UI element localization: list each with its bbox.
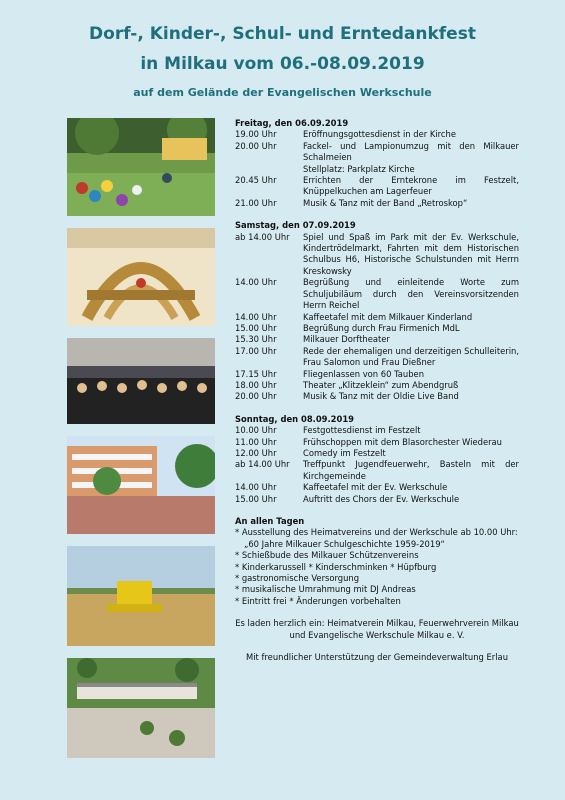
all-days-item: * gastronomische Versorgung <box>235 573 360 584</box>
event-text: Stellplatz: Parkplatz Kirche <box>303 163 415 174</box>
event-text: Eröffnungsgottesdienst in der Kirche <box>303 129 456 140</box>
event-time: 20.00 Uhr <box>235 140 277 151</box>
event-row <box>235 323 519 334</box>
schedule <box>235 118 519 663</box>
day-heading: Freitag, den 06.09.2019 <box>235 118 349 128</box>
subtitle: auf dem Gelände der Evangelischen Werkschule <box>133 86 432 99</box>
event-time: 14.00 Uhr <box>235 482 277 493</box>
event-time: 10.00 Uhr <box>235 425 277 436</box>
event-time: 11.00 Uhr <box>235 436 277 447</box>
event-row <box>235 232 519 278</box>
event-row <box>235 198 519 209</box>
event-row <box>235 277 519 311</box>
event-time: ab 14.00 Uhr <box>235 459 290 470</box>
all-days-item: * Kinderkarussell * Kinderschminken * Hüpfburg <box>235 561 437 572</box>
event-time: 19.00 Uhr <box>235 129 277 140</box>
day-heading: Samstag, den 07.09.2019 <box>235 220 356 231</box>
event-text: Frühschoppen mit dem Blasorchester Wiederau <box>303 436 502 447</box>
event-time: 17.00 Uhr <box>235 345 277 356</box>
all-days-item: * Schießbude des Milkauer Schützenvereins <box>235 550 419 561</box>
event-time: 12.00 Uhr <box>235 447 277 458</box>
event-time: 21.00 Uhr <box>235 197 277 208</box>
event-text: Milkauer Dorftheater <box>303 334 390 345</box>
title-line-2: in Milkau vom 06.-08.09.2019 <box>140 54 425 74</box>
all-days-item: * Ausstellung des Heimatvereins und der Werkschule ab 10.00 Uhr: „60 Jahre Milkauer Schulgeschichte 1959-2019“ <box>235 527 518 549</box>
day-saturday <box>235 220 519 403</box>
event-text: Musik & Tanz mit der Oldie Live Band <box>303 391 459 402</box>
event-text: Begrüßung durch Frau Firmenich MdL <box>303 322 460 333</box>
event-time: 20.45 Uhr <box>235 175 277 186</box>
event-row <box>235 164 519 175</box>
event-time: 15.00 Uhr <box>235 493 277 504</box>
event-row <box>235 494 519 505</box>
event-time: 15.00 Uhr <box>235 322 277 333</box>
title-line-1: Dorf-, Kinder-, Schul- und Erntedankfest <box>89 24 476 44</box>
event-text: Fackel- und Lampionumzug mit den Milkauer Schalmeien <box>303 140 519 163</box>
event-text: Rede der ehemaligen und derzeitigen Schulleiterin, Frau Salomon und Frau Dießner <box>303 345 519 368</box>
event-row <box>235 425 519 436</box>
all-days-item: * musikalische Umrahmung mit DJ Andreas <box>235 584 416 595</box>
all-days-heading: An allen Tagen <box>235 516 305 526</box>
event-time: ab 14.00 Uhr <box>235 231 290 242</box>
all-days-item: * Eintritt frei * Änderungen vorbehalten <box>235 595 401 606</box>
event-row <box>235 129 519 140</box>
event-time <box>235 164 303 175</box>
aerial-school-photo <box>67 658 215 758</box>
day-sunday <box>235 414 519 505</box>
event-row <box>235 141 519 164</box>
event-row <box>235 175 519 198</box>
event-text: Treffpunkt Jugendfeuerwehr, Basteln mit der Kirchgemeinde <box>303 459 519 481</box>
combine-harvester-photo <box>67 546 215 646</box>
event-text: Errichten der Erntekrone im Festzelt, Knüppelkuchen am Lagerfeuer <box>303 175 519 197</box>
event-row <box>235 346 519 369</box>
harvest-crown-photo <box>67 228 215 326</box>
festival-crowd-photo <box>67 118 215 216</box>
event-text: Kaffeetafel mit der Ev. Werkschule <box>303 482 448 493</box>
event-text: Theater „Klitzeklein“ zum Abendgruß <box>303 379 459 390</box>
event-text: Auftritt des Chors der Ev. Werkschule <box>303 493 460 504</box>
event-row <box>235 448 519 459</box>
event-row <box>235 334 519 345</box>
event-time: 14.00 Uhr <box>235 311 277 322</box>
invitation-text: Es laden herzlich ein: Heimatverein Milkau, Feuerwehrverein Milkau und Evangelische Werkschule Milkau e. V. <box>235 618 519 640</box>
event-row <box>235 380 519 391</box>
event-text: Spiel und Spaß im Park mit der Ev. Werkschule, Kindertrödelmarkt, Fahrten mit dem Historischen Schulbus H6, Historische Schulstunden mit Herrn Kreskowsky <box>303 231 519 276</box>
event-text: Festgottesdienst im Festzelt <box>303 425 421 436</box>
all-days-section <box>235 516 519 607</box>
event-time: 14.00 Uhr <box>235 277 277 288</box>
day-friday <box>235 118 519 209</box>
brass-band-photo <box>67 338 215 424</box>
event-row <box>235 459 519 482</box>
event-time: 17.15 Uhr <box>235 368 277 379</box>
event-row <box>235 437 519 448</box>
event-time: 18.00 Uhr <box>235 379 277 390</box>
event-text: Fliegenlassen von 60 Tauben <box>303 368 425 379</box>
event-text: Begrüßung und einleitende Worte zum Schuljubiläum durch den Vereinsvorsitzenden Herrn Reichel <box>303 277 519 311</box>
event-row <box>235 312 519 323</box>
day-heading: Sonntag, den 08.09.2019 <box>235 413 354 424</box>
event-row <box>235 482 519 493</box>
event-time: 15.30 Uhr <box>235 334 277 345</box>
event-row <box>235 391 519 402</box>
event-row <box>235 369 519 380</box>
event-text: Comedy im Festzelt <box>303 447 386 458</box>
school-building-photo <box>67 436 215 534</box>
event-text: Kaffeetafel mit dem Milkauer Kinderland <box>303 311 473 322</box>
support-text: Mit freundlicher Unterstützung der Gemeindeverwaltung Erlau <box>245 652 509 663</box>
event-text: Musik & Tanz mit der Band „Retroskop“ <box>303 197 468 208</box>
event-time: 20.00 Uhr <box>235 391 277 402</box>
